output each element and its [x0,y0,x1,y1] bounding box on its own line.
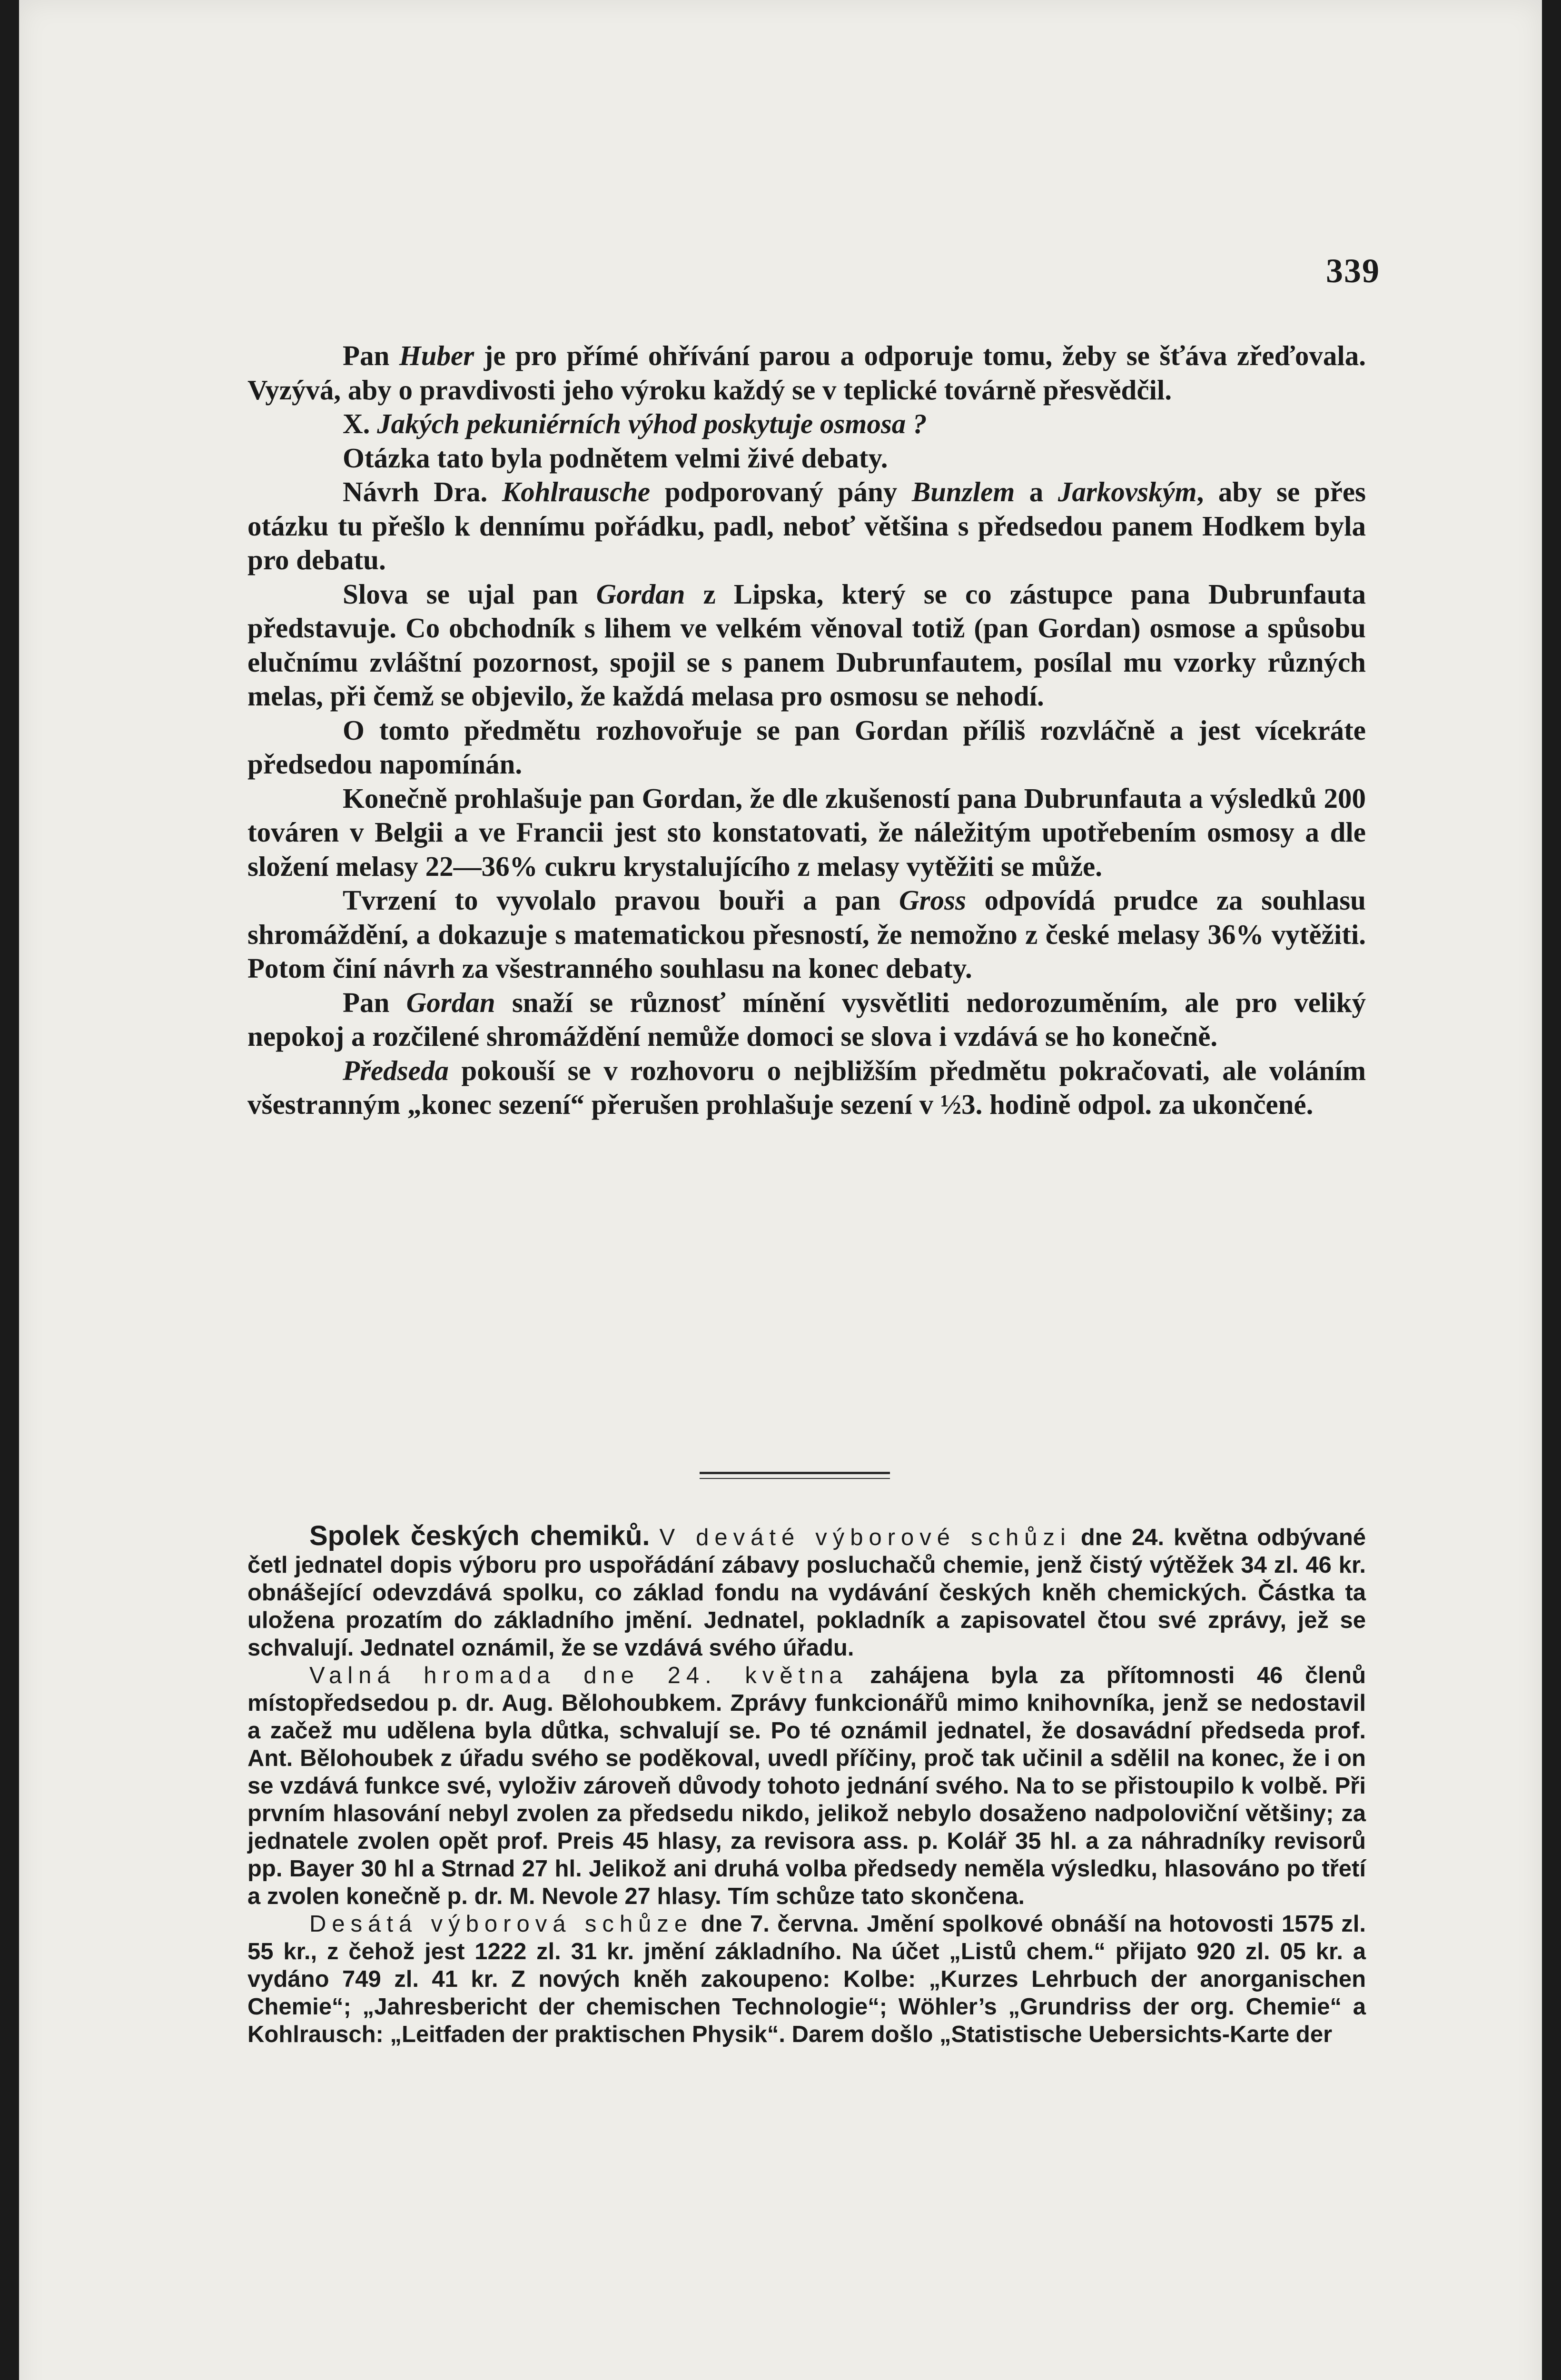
person-name: Gross [899,884,966,916]
paragraph-chairman: Předseda pokouší se v rozhovoru o nejbližším předmětu pokračovati, ale voláním všestranným „konec sezení“ přerušen prohlašuje sezení v ½3. hodině odpol. za ukončené. [247,1054,1366,1120]
society-report [247,1522,1366,2048]
paragraph-gordan-2: Pan Gordan snaží se různosť mínění vysvětliti nedorozuměním, ale pro veliký nepokoj a rozčilené shromáždění nemůže domoci se slova i vzdává se ho konečně. [247,986,1366,1052]
paragraph-huber: Pan Huber je pro přímé ohřívání parou a odporuje tomu, žeby se šťáva zřeďovala. Vyzývá, aby o pravdivosti jeho výroku každý se v teplické továrně přesvědčil. [247,340,1366,406]
report-paragraph-1: Spolek českých chemiků. V deváté výborové schůzi dne 24. května odbývané četl jednatel dopis výboru pro uspořádání zábavy posluchačů chemie, jenž čistý výtěžek 34 zl. 46 kr. obnášející odevzdává spolku, co základ fondu na vydávání českých kněh chemických. Částka ta uložena prozatím do základního jmění. Jednatel, pokladník a zapisovatel čtou své zprávy, jež se schvalují. Jednatel oznámil, že se vzdává svého úřadu. [247,1520,1366,1661]
person-name: Jarkovským [1057,476,1197,507]
section-heading [247,407,1366,441]
paragraph-declaration: Konečně prohlašuje pan Gordan, že dle zkušeností pana Dubrunfauta a výsledků 200 továren v Belgii a ve Francii jest sto konstatovati, že náležitým upotřebením osmosy a dle složení melasy 22—36% cukru krystalujícího z melasy vytěžiti se může. [247,782,1366,882]
paragraph-gross: Tvrzení to vyvolalo pravou bouři a pan Gross odpovídá prudce za souhlasu shromáždění, a dokazuje s matematickou přesností, že nemožno z české melasy 36% vytěžiti. Potom činí návrh za všestranného souhlasu na konec debaty. [247,884,1366,984]
paragraph-debate: Otázka tato byla podnětem velmi živé debaty. [343,442,888,474]
report-paragraph-2: Valná hromada dne 24. května zahájena byla za přítomnosti 46 členů místopředsedou p. dr. Aug. Bělohoubkem. Zprávy funkcionářů mimo knihovníka, jenž se nedostavil a začež mu udělena byla důtka, schvalují se. Po té oznámil jednatel, že dosavádní předseda prof. Ant. Bělohoubek z úřadu svého se poděkoval, uvedl příčiny, proč tak učinil a sdělil na konec, že i on se vzdává funkce své, vyloživ zároveň důvody tohoto jednání svého. Na to se přistoupilo k volbě. Při prvním hlasování nebyl zvolen za předsedu nikdo, jelikož nebylo dosaženo nadpoloviční většiny; za jednatele zvolen opět prof. Preis 45 hlasy, za revisora ass. p. Kolář 35 hl. a za náhradníky revisorů pp. Bayer 30 hl a Strnad 27 hl. Jelikož ani druhá volba předsedy neměla výsledku, hlasováno po třetí a zvolen konečně p. dr. M. Nevole 27 hlasy. Tím schůze tato skončena. [247,1663,1366,1909]
page-number: 339 [1326,252,1380,290]
paragraph-admonished: O tomto předmětu rozhovořuje se pan Gordan příliš rozvláčně a jest vícekráte předsedou napomínán. [247,714,1366,780]
paragraph-proposal: Návrh Dra. Kohlrausche podporovaný pány Bunzlem a Jarkovským, aby se přes otázku tu přešlo k dennímu pořádku, padl, neboť většina s předsedou panem Hodkem byla pro debatu. [247,476,1366,575]
paragraph-gordan: Slova se ujal pan Gordan z Lipska, který se co zástupce pana Dubrunfauta představuje. Co obchodník s lihem ve velkém věnoval totiž (pan Gordan) osmose a spůsobu elučnímu zvláštní pozornost, spojil se s panem Dubrunfautem, posílal mu vzorky různých melas, při čemž se objevilo, že každá melasa pro osmosu se nehodí. [247,578,1366,712]
meeting-label: Desátá výborová schůze [309,1911,693,1937]
page [19,0,1542,2380]
main-text [247,339,1366,1122]
person-name: Gordan [406,986,495,1018]
section-number: X. [343,408,370,439]
person-name: Huber [399,340,474,371]
report-heading: Spolek českých chemiků. [309,1520,650,1551]
person-name: Předseda [343,1054,449,1086]
person-name: Kohlrausche [502,476,651,507]
section-title: Jakých pekuniérních výhod poskytuje osmosa ? [377,408,927,439]
meeting-label: Valná hromada dne 24. května [309,1663,848,1688]
report-paragraph-3: Desátá výborová schůze dne 7. června. Jmění spolkové obnáší na hotovosti 1575 zl. 55 kr., z čehož jest 1222 zl. 31 kr. jmění základního. Na účet „Listů chem.“ přijato 920 zl. 05 kr. a vydáno 749 zl. 41 kr. Z nových kněh zakoupeno: Kolbe: „Kurzes Lehrbuch der anorganischen Chemie“; „Jahresbericht der chemischen Technologie“; Wöhler’s „Grundriss der org. Chemie“ a Kohlrausch: „Leitfaden der praktischen Physik“. Darem došlo „Statistische Uebersichts-Karte der [247,1911,1366,2047]
person-name: Bunzlem [911,476,1015,507]
meeting-label: V deváté výborové schůzi [659,1525,1071,1550]
section-separator [700,1472,890,1474]
person-name: Gordan [596,578,685,610]
